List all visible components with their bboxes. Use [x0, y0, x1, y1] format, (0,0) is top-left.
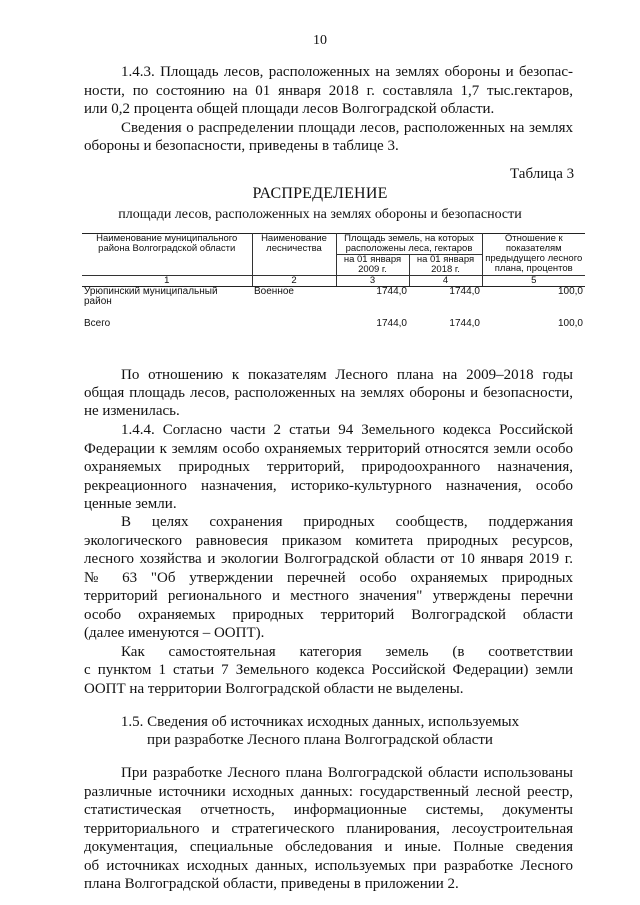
- distribution-table: [82, 233, 585, 329]
- goals-line-7: (далее именуются – ООПТ).: [84, 625, 265, 641]
- section-15-heading-line-2: при разработке Лесного плана Волгоградской области: [147, 732, 493, 748]
- header-district: Наименование муниципального района Волгоградской области: [82, 234, 252, 276]
- table-row-total: [82, 307, 585, 329]
- sources-line-2: различные источники исходных данных: государственный лесной реестр,: [84, 784, 573, 800]
- category-line-2: с пунктом 1 статьи 7 Земельного кодекса Российской Федерации) земли: [84, 662, 573, 678]
- total-area-2009: 1744,0: [376, 318, 407, 329]
- row-district: Урюпинский муниципальный район: [84, 286, 218, 307]
- col-num-5: 5: [482, 276, 585, 287]
- row-forestry: Военное: [254, 286, 294, 297]
- goals-line-1: В целях сохранения природных сообществ, поддержания: [121, 514, 573, 530]
- p144-line-4: рекреационного назначения, историко-культурного назначения, особо: [84, 478, 573, 494]
- row-area-2018: 1744,0: [449, 286, 480, 297]
- p144-line-5: ценные земли.: [84, 496, 177, 512]
- p144-line-3: охраняемых природных территорий, природоохранного назначения,: [84, 459, 573, 475]
- p144-line-2: Федерации к землям особо охраняемых территорий относятся земли особо: [84, 441, 573, 457]
- row-ratio: 100,0: [557, 286, 583, 297]
- p-after-line-3: не изменилась.: [84, 403, 180, 419]
- p-after-line-2: общая площадь лесов, расположенных на землях обороны и безопасности,: [84, 385, 573, 401]
- p143-line-4: Сведения о распределении площади лесов, расположенных на землях: [121, 120, 573, 136]
- col-num-3: 3: [336, 276, 409, 287]
- p144-line-1: 1.4.4. Согласно части 2 статьи 94 Земельного кодекса Российской: [121, 422, 573, 438]
- col-num-2: 2: [252, 276, 336, 287]
- section-15-heading-line-1: 1.5. Сведения об источниках исходных данных, используемых: [120, 714, 520, 730]
- header-area: Площадь земель, на которых расположены леса, гектаров: [336, 234, 482, 255]
- table-subtitle: площади лесов, расположенных на землях обороны и безопасности: [118, 207, 522, 222]
- goals-line-3: лесного хозяйства и экологии Волгоградской области от 10 января 2019 г.: [84, 551, 573, 567]
- sources-line-6: об источниках исходных данных, используемых при разработке Лесного: [84, 858, 573, 874]
- p143-line-1: 1.4.3. Площадь лесов, расположенных на землях обороны и безопас-: [121, 64, 573, 80]
- goals-line-6: особо охраняемых природных территорий Волгоградской области: [84, 607, 573, 623]
- table-label: Таблица 3: [510, 166, 575, 182]
- page-number: 10: [313, 33, 327, 48]
- goals-line-5: территорий регионального и местного значения" утверждены перечни: [84, 588, 573, 604]
- sources-line-5: документация, специальные обследования и иные. Полные сведения: [84, 839, 573, 855]
- table-title: РАСПРЕДЕЛЕНИЕ: [252, 185, 388, 202]
- p143-line-2: ности, по состоянию на 01 января 2018 г. составляла 1,7 тыс.гектаров,: [84, 83, 573, 99]
- goals-line-2: экологического равновесия приказом комитета природных ресурсов,: [84, 533, 573, 549]
- total-label: Всего: [84, 318, 111, 329]
- table-row: [82, 287, 585, 308]
- col-num-4: 4: [409, 276, 482, 287]
- row-area-2009: 1744,0: [376, 286, 407, 297]
- p143-line-5: обороны и безопасности, приведены в таблице 3.: [84, 138, 399, 154]
- total-ratio: 100,0: [557, 318, 583, 329]
- sources-line-3: статистическая отчетность, информационные системы, документы: [84, 802, 573, 818]
- total-area-2018: 1744,0: [449, 318, 480, 329]
- header-ratio: Отношение к показателям предыдущего лесного плана, процентов: [482, 234, 585, 276]
- header-2009: на 01 января 2009 г.: [336, 255, 409, 276]
- header-2018: на 01 января 2018 г.: [409, 255, 482, 276]
- sources-line-7: плана Волгоградской области, приведены в приложении 2.: [84, 876, 459, 892]
- p-after-line-1: По отношению к показателям Лесного плана на 2009–2018 годы: [121, 367, 573, 383]
- col-num-1: 1: [82, 276, 252, 287]
- header-forestry: Наименование лесничества: [252, 234, 336, 276]
- category-line-1: Как самостоятельная категория земель (в соответствии: [121, 644, 573, 660]
- sources-line-1: При разработке Лесного плана Волгоградской области использованы: [121, 765, 573, 781]
- total-forestry: [252, 307, 336, 329]
- goals-line-4: № 63 "Об утверждении перечней особо охраняемых природных: [84, 570, 573, 586]
- sources-line-4: территориального и стратегического планирования, лесоустроительная: [84, 821, 573, 837]
- category-line-3: ООПТ на территории Волгоградской области не выделены.: [84, 681, 464, 697]
- p143-line-3: или 0,2 процента общей площади лесов Волгоградской области.: [84, 101, 495, 117]
